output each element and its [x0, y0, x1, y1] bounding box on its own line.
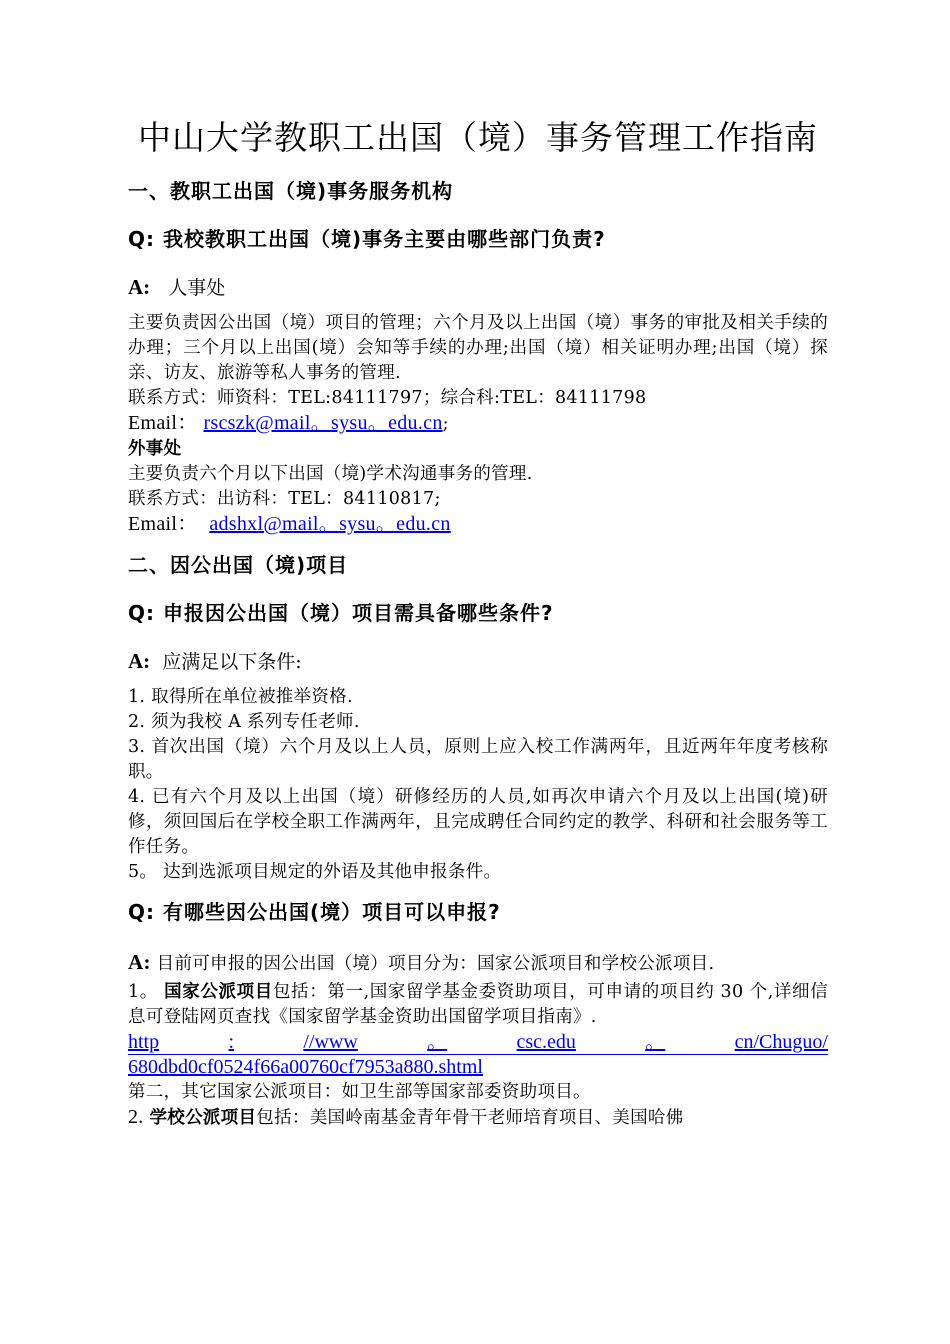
project-item-2: [128, 1105, 828, 1131]
project-item-1: [128, 980, 828, 1030]
answer-heading-2: [128, 648, 828, 675]
item-text: 包括：第一,国家留学基金委资助项目，可申请的项目约 30 个,详细信息可登陆网页查找《国家留学基金资助出国留学项目指南》.: [128, 982, 828, 1027]
condition-item: 5。 达到选派项目规定的外语及其他申报条件。: [128, 862, 502, 882]
csc-url-link-2[interactable]: 680dbd0cf0524f66a00760cf7953a880.shtml: [128, 1056, 483, 1078]
email-label: Email：: [128, 412, 198, 434]
url-part: cn/Chuguo/: [734, 1031, 828, 1053]
item-number: 2.: [128, 1106, 144, 1128]
item-title: 学校公派项目: [149, 1108, 257, 1128]
url-part: 。: [427, 1031, 448, 1053]
condition-item: 4. 已有六个月及以上出国（境）研修经历的人员,如再次申请六个月及以上出国(境)研修，须回国后在学校全职工作满两年，且完成聘任合同约定的教学、科研和社会服务等工作任务。: [128, 787, 828, 857]
condition-item: 3. 首次出国（境）六个月及以上人员，原则上应入校工作满两年，且近两年年度考核称职。: [128, 737, 828, 782]
waishi-email-line: [128, 512, 828, 538]
answer-label: A:: [128, 950, 151, 974]
url-part: http: [128, 1031, 160, 1053]
dept-waishi-line: [128, 437, 828, 462]
question-conditions: Q: 申报因公出国（境）项目需具备哪些条件?: [128, 601, 554, 625]
condition-item: 2. 须为我校 A 系列专任老师.: [128, 712, 360, 732]
url-part: 。: [645, 1031, 666, 1053]
csc-url-link[interactable]: [128, 1030, 828, 1055]
other-national-projects: 第二，其它国家公派项目：如卫生部等国家部委资助项目。: [128, 1082, 591, 1102]
url-part: //www: [303, 1031, 358, 1053]
dept-waishi: 外事处: [128, 439, 182, 459]
question-responsible-departments: Q: 我校教职工出国（境)事务主要由哪些部门负责?: [128, 227, 606, 251]
email-label: Email：: [128, 513, 198, 535]
url-part: :: [228, 1031, 235, 1053]
document-title: 中山大学教职工出国（境）事务管理工作指南: [138, 118, 818, 157]
renshi-contact: 联系方式：师资科：TEL:84111797；综合科:TEL：84111798: [128, 388, 647, 408]
csc-url-line-2: [128, 1055, 828, 1080]
section-heading-1: 一、教职工出国（境)事务服务机构: [128, 179, 454, 203]
email-tail: ;: [442, 414, 449, 434]
item-text: 包括：美国岭南基金青年骨干老师培育项目、美国哈佛: [256, 1108, 684, 1128]
waishi-email-link[interactable]: adshxl@mail。sysu。edu.cn: [209, 513, 451, 535]
answer-heading-1: [128, 274, 828, 301]
answer-projects: [128, 947, 828, 980]
section-heading-2: 二、因公出国（境)项目: [128, 553, 349, 577]
dept-renshi: 人事处: [168, 277, 226, 299]
renshi-email-link[interactable]: rscszk@mail。sysu。edu.cn: [203, 412, 443, 434]
answer-label: A:: [128, 275, 151, 299]
question-available-projects: Q: 有哪些因公出国(境）项目可以申报?: [128, 900, 501, 924]
document-page: [128, 112, 828, 1131]
condition-item: 1. 取得所在单位被推举资格.: [128, 687, 353, 707]
url-part: csc.edu: [516, 1031, 576, 1053]
renshi-email-line: [128, 411, 828, 437]
waishi-contact: 联系方式：出访科：TEL：84110817;: [128, 489, 441, 509]
answer-label: A:: [128, 649, 151, 673]
renshi-description: 主要负责因公出国（境）项目的管理；六个月及以上出国（境）事务的审批及相关手续的办理；三个月以上出国(境）会知等手续的办理;出国（境）相关证明办理;出国（境）探亲、访友、旅游等私人事务的管理.: [128, 313, 828, 383]
waishi-description: 主要负责六个月以下出国（境)学术沟通事务的管理.: [128, 464, 533, 484]
item-title: 国家公派项目: [164, 982, 273, 1002]
item-number: 1。: [128, 982, 158, 1002]
answer-intro: 应满足以下条件:: [162, 651, 302, 673]
answer-projects-text: 目前可申报的因公出国（境）项目分为：国家公派项目和学校公派项目.: [156, 954, 715, 974]
